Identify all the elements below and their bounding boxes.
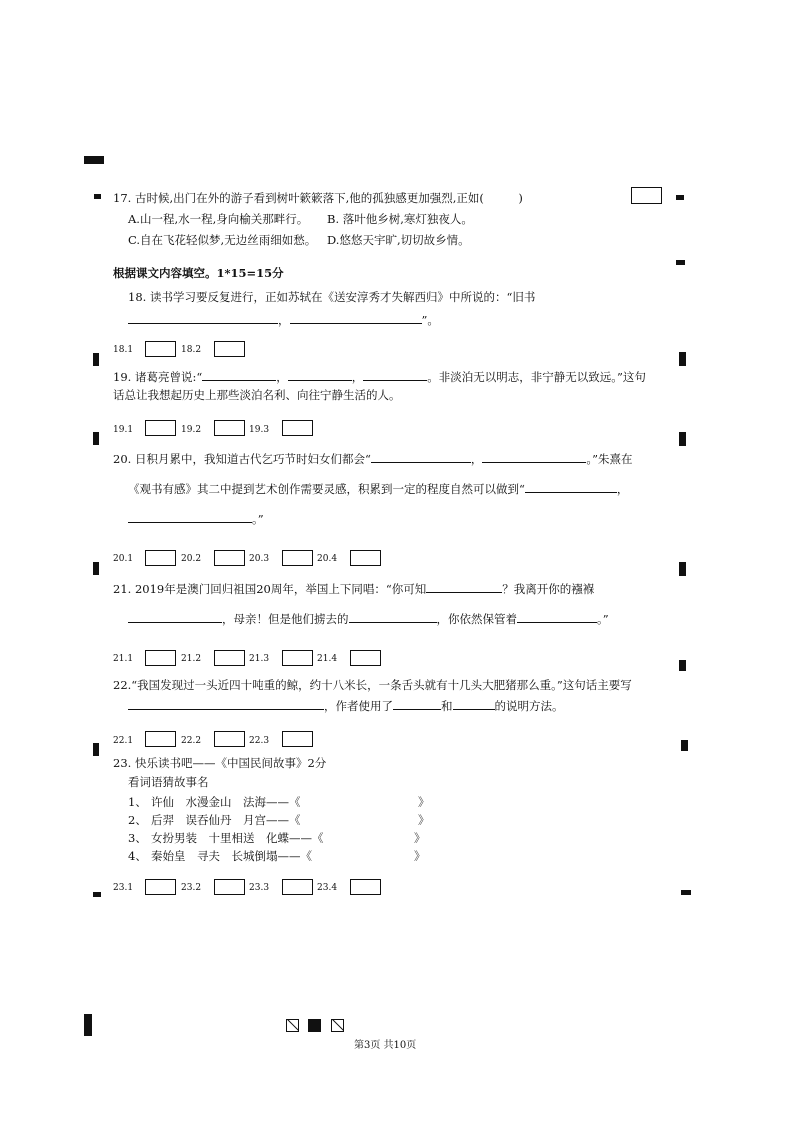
registration-mark [681, 740, 688, 751]
registration-mark [93, 892, 101, 897]
registration-mark [94, 194, 101, 199]
q19-line-2: 话总让我想起历史上那些淡泊名利、向往宁静生活的人。 [113, 388, 401, 402]
q23-item-1-text: 许仙 水漫金山 法海——《 [151, 795, 301, 809]
q22-label-3: 22.3 [249, 736, 270, 746]
registration-mark [679, 352, 686, 366]
registration-mark [681, 890, 691, 895]
q19-score-box-1[interactable] [145, 420, 176, 436]
q17-option-d: D.悠悠天宇旷,切切故乡情。 [327, 233, 470, 247]
q23-subtitle: 看词语猜故事名 [128, 775, 209, 789]
q21-label-2: 21.2 [181, 654, 202, 664]
q23-label-1: 23.1 [113, 883, 134, 893]
q23-item-3-close: 》 [414, 831, 426, 845]
q22-line-1: 22.“我国发现过一头近四十吨重的鲸，约十八米长，一条舌头就有十几头大肥猪那么重。”这句话主要写 [113, 678, 632, 692]
q23-score-box-3[interactable] [282, 879, 313, 895]
q21-blank-4[interactable] [517, 610, 597, 623]
q23-item-4-close: 》 [414, 849, 426, 863]
q18-blank-1[interactable] [128, 311, 278, 324]
q23-item-2-text: 后羿 误吞仙丹 月宫——《 [151, 813, 301, 827]
page-code-square-1 [286, 1019, 299, 1032]
q22-blank-1[interactable] [128, 697, 324, 710]
q23-label-2: 23.2 [181, 883, 202, 893]
q22-score-box-2[interactable] [214, 731, 245, 747]
q21-line-2: ，母亲！但是他们掳去的 ，你依然保管着 。” [128, 610, 609, 627]
q18-score-box-1[interactable] [145, 341, 176, 357]
q22-score-box-3[interactable] [282, 731, 313, 747]
q18-label-1: 18.1 [113, 345, 134, 355]
q19-score-box-3[interactable] [282, 420, 313, 436]
q20-blank-4[interactable] [128, 510, 252, 523]
q21-score-box-2[interactable] [214, 650, 245, 666]
q23-score-box-1[interactable] [145, 879, 176, 895]
q21-blank-2[interactable] [128, 610, 222, 623]
q18-stem: 18. 读书学习要反复进行，正如苏轼在《送安淳秀才失解西归》中所说的：“旧书 [128, 290, 536, 304]
q18-label-2: 18.2 [181, 345, 202, 355]
q23-score-box-4[interactable] [350, 879, 381, 895]
q20-line-1: 20. 日积月累中，我知道古代乞巧节时妇女们都会“ ， 。”朱熹在 [113, 452, 633, 466]
q21-label-1: 21.1 [113, 654, 134, 664]
q20-score-box-2[interactable] [214, 550, 245, 566]
section-title: 根据课文内容填空。1*15=15分 [113, 266, 284, 280]
page-number: 第3页 共10页 [354, 1040, 417, 1051]
q21-score-box-4[interactable] [350, 650, 381, 666]
q21-blank-1[interactable] [426, 580, 502, 593]
q22-label-1: 22.1 [113, 736, 134, 746]
q21-score-box-1[interactable] [145, 650, 176, 666]
q21-line-1: 21. 2019年是澳门回归祖国20周年，举国上下同唱：“你可知 ？我离开你的襁褓 [113, 582, 595, 596]
registration-mark [93, 432, 99, 445]
page-code-square-3 [331, 1019, 344, 1032]
q18-blank-line: ， ”。 [128, 311, 439, 328]
registration-mark-bottom-left [84, 1014, 92, 1036]
q19-blank-1[interactable] [202, 368, 276, 381]
q20-label-3: 20.3 [249, 554, 270, 564]
q23-title: 23. 快乐读书吧——《中国民间故事》2分 [113, 756, 327, 770]
q21-score-box-3[interactable] [282, 650, 313, 666]
q19-line-1: 19. 诸葛亮曾说:“ ， ， 。非淡泊无以明志，非宁静无以致远。”这句 [113, 370, 646, 384]
q21-blank-3[interactable] [349, 610, 437, 623]
q23-item-3-num: 3、 [128, 831, 147, 845]
q17-answer-box[interactable] [631, 187, 662, 204]
q22-blank-3[interactable] [453, 697, 495, 710]
registration-mark-top-left [84, 156, 104, 164]
q19-label-2: 19.2 [181, 425, 202, 435]
q17-option-b: B. 落叶他乡树,寒灯独夜人。 [327, 212, 473, 226]
registration-mark [679, 562, 686, 576]
q17-option-c: C.自在飞花轻似梦,无边丝雨细如愁。 [128, 233, 317, 247]
q18-score-box-2[interactable] [214, 341, 245, 357]
q20-label-2: 20.2 [181, 554, 202, 564]
registration-mark [676, 195, 684, 200]
registration-mark [679, 660, 686, 671]
registration-mark [93, 743, 99, 756]
q20-line-3: 。” [128, 510, 264, 527]
registration-mark [93, 562, 99, 575]
q23-item-1-close: 》 [418, 795, 430, 809]
q17-stem: 17. 古时候,出门在外的游子看到树叶簌簌落下,他的孤独感更加强烈,正如( ) [113, 191, 523, 205]
q20-label-4: 20.4 [317, 554, 338, 564]
q23-item-2-num: 2、 [128, 813, 147, 827]
q23-item-3-text: 女扮男装 十里相送 化蝶——《 [151, 831, 324, 845]
q20-blank-3[interactable] [525, 480, 617, 493]
q23-item-2-close: 》 [418, 813, 430, 827]
q20-score-box-3[interactable] [282, 550, 313, 566]
q23-item-4-num: 4、 [128, 849, 147, 863]
q19-score-box-2[interactable] [214, 420, 245, 436]
q20-score-box-1[interactable] [145, 550, 176, 566]
q19-label-3: 19.3 [249, 425, 270, 435]
q19-label-1: 19.1 [113, 425, 134, 435]
q23-item-1-num: 1、 [128, 795, 147, 809]
q17-option-a: A.山一程,水一程,身向榆关那畔行。 [128, 212, 309, 226]
q22-label-2: 22.2 [181, 736, 202, 746]
q21-label-3: 21.3 [249, 654, 270, 664]
q22-line-2: ，作者使用了 和 的说明方法。 [128, 697, 564, 714]
registration-mark [679, 432, 686, 446]
q20-score-box-4[interactable] [350, 550, 381, 566]
q20-blank-1[interactable] [371, 450, 471, 463]
q23-label-3: 23.3 [249, 883, 270, 893]
q23-label-4: 23.4 [317, 883, 338, 893]
q19-blank-3[interactable] [363, 368, 427, 381]
q20-label-1: 20.1 [113, 554, 134, 564]
q22-blank-2[interactable] [393, 697, 441, 710]
q23-item-4-text: 秦始皇 寻夫 长城倒塌——《 [151, 849, 312, 863]
q20-blank-2[interactable] [482, 450, 586, 463]
registration-mark [676, 260, 685, 265]
page-code-square-2 [308, 1019, 321, 1032]
q22-score-box-1[interactable] [145, 731, 176, 747]
q20-line-2: 《观书有感》其二中提到艺术创作需要灵感，积累到一定的程度自然可以做到“ ， [128, 482, 629, 496]
q23-score-box-2[interactable] [214, 879, 245, 895]
q21-label-4: 21.4 [317, 654, 338, 664]
q18-blank-2[interactable] [290, 311, 422, 324]
registration-mark [93, 353, 99, 366]
q19-blank-2[interactable] [288, 368, 352, 381]
